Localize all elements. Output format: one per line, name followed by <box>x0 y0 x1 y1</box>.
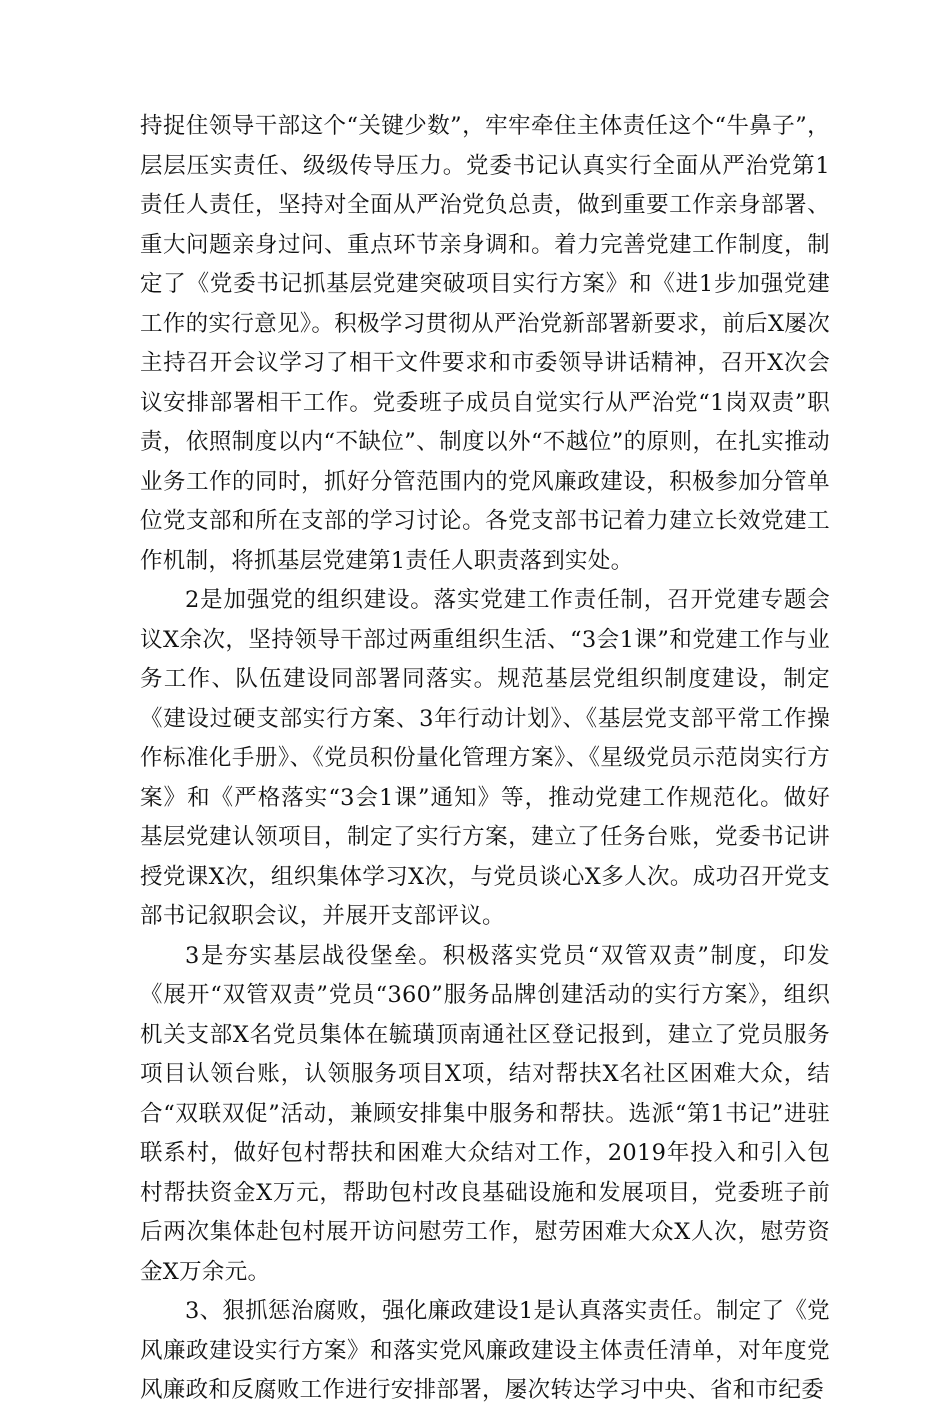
paragraph-anti-corruption: 3、狠抓惩治腐败，强化廉政建设1是认真落实责任。制定了《党风廉政建设实行方案》和落实党风廉政建设主体责任清单，对年度党风廉政和反腐败工作进行安排部署，屡次转达学习中央、省和市纪委 <box>140 1298 830 1403</box>
document-body <box>140 107 830 1411</box>
paragraph-organization-building: 2是加强党的组织建设。落实党建工作责任制，召开党建专题会议X余次，坚持领导干部过两重组织生活、“3会1课”和党建工作与业务工作、队伍建设同部署同落实。规范基层党组织制度建设，制定《建设过硬支部实行方案、3年行动计划》、《基层党支部平常工作操作标准化手册》、《党员积份量化管理方案》、《星级党员示范岗实行方案》和《严格落实“3会1课”通知》等，推动党建工作规范化。做好基层党建认领项目，制定了实行方案，建立了任务台账，党委书记讲授党课X次，组织集体学习X次，与党员谈心X多人次。成功召开党支部书记叙职会议，并展开支部评议。 <box>140 587 830 929</box>
paragraph-continuation: 持捉住领导干部这个“关键少数”，牢牢牵住主体责任这个“牛鼻子”，层层压实责任、级级传导压力。党委书记认真实行全面从严治党第1责任人责任，坚持对全面从严治党负总责，做到重要工作亲身部署、重大问题亲身过问、重点环节亲身调和。着力完善党建工作制度，制定了《党委书记抓基层党建突破项目实行方案》和《进1步加强党建工作的实行意见》。积极学习贯彻从严治党新部署新要求，前后X屡次主持召开会议学习了相干文件要求和市委领导讲话精神，召开X次会议安排部署相干工作。党委班子成员自觉实行从严治党“1岗双责”职责，依照制度以内“不缺位”、制度以外“不越位”的原则，在扎实推动业务工作的同时，抓好分管范围内的党风廉政建设，积极参加分管单位党支部和所在支部的学习讨论。各党支部书记着力建立长效党建工作机制，将抓基层党建第1责任人职责落到实处。 <box>140 113 830 574</box>
paragraph-grassroots-fortress: 3是夯实基层战役堡垒。积极落实党员“双管双责”制度，印发《展开“双管双责”党员“360”服务品牌创建活动的实行方案》，组织机关支部X名党员集体在毓璜顶南通社区登记报到，建立了党员服务项目认领台账，认领服务项目X项，结对帮扶X名社区困难大众，结合“双联双促”活动，兼顾安排集中服务和帮扶。选派“第1书记”进驻联系村，做好包村帮扶和困难大众结对工作，2019年投入和引入包村帮扶资金X万元，帮助包村改良基础设施和发展项目，党委班子前后两次集体赴包村展开访问慰劳工作，慰劳困难大众X人次，慰劳资金X万余元。 <box>140 942 830 1285</box>
